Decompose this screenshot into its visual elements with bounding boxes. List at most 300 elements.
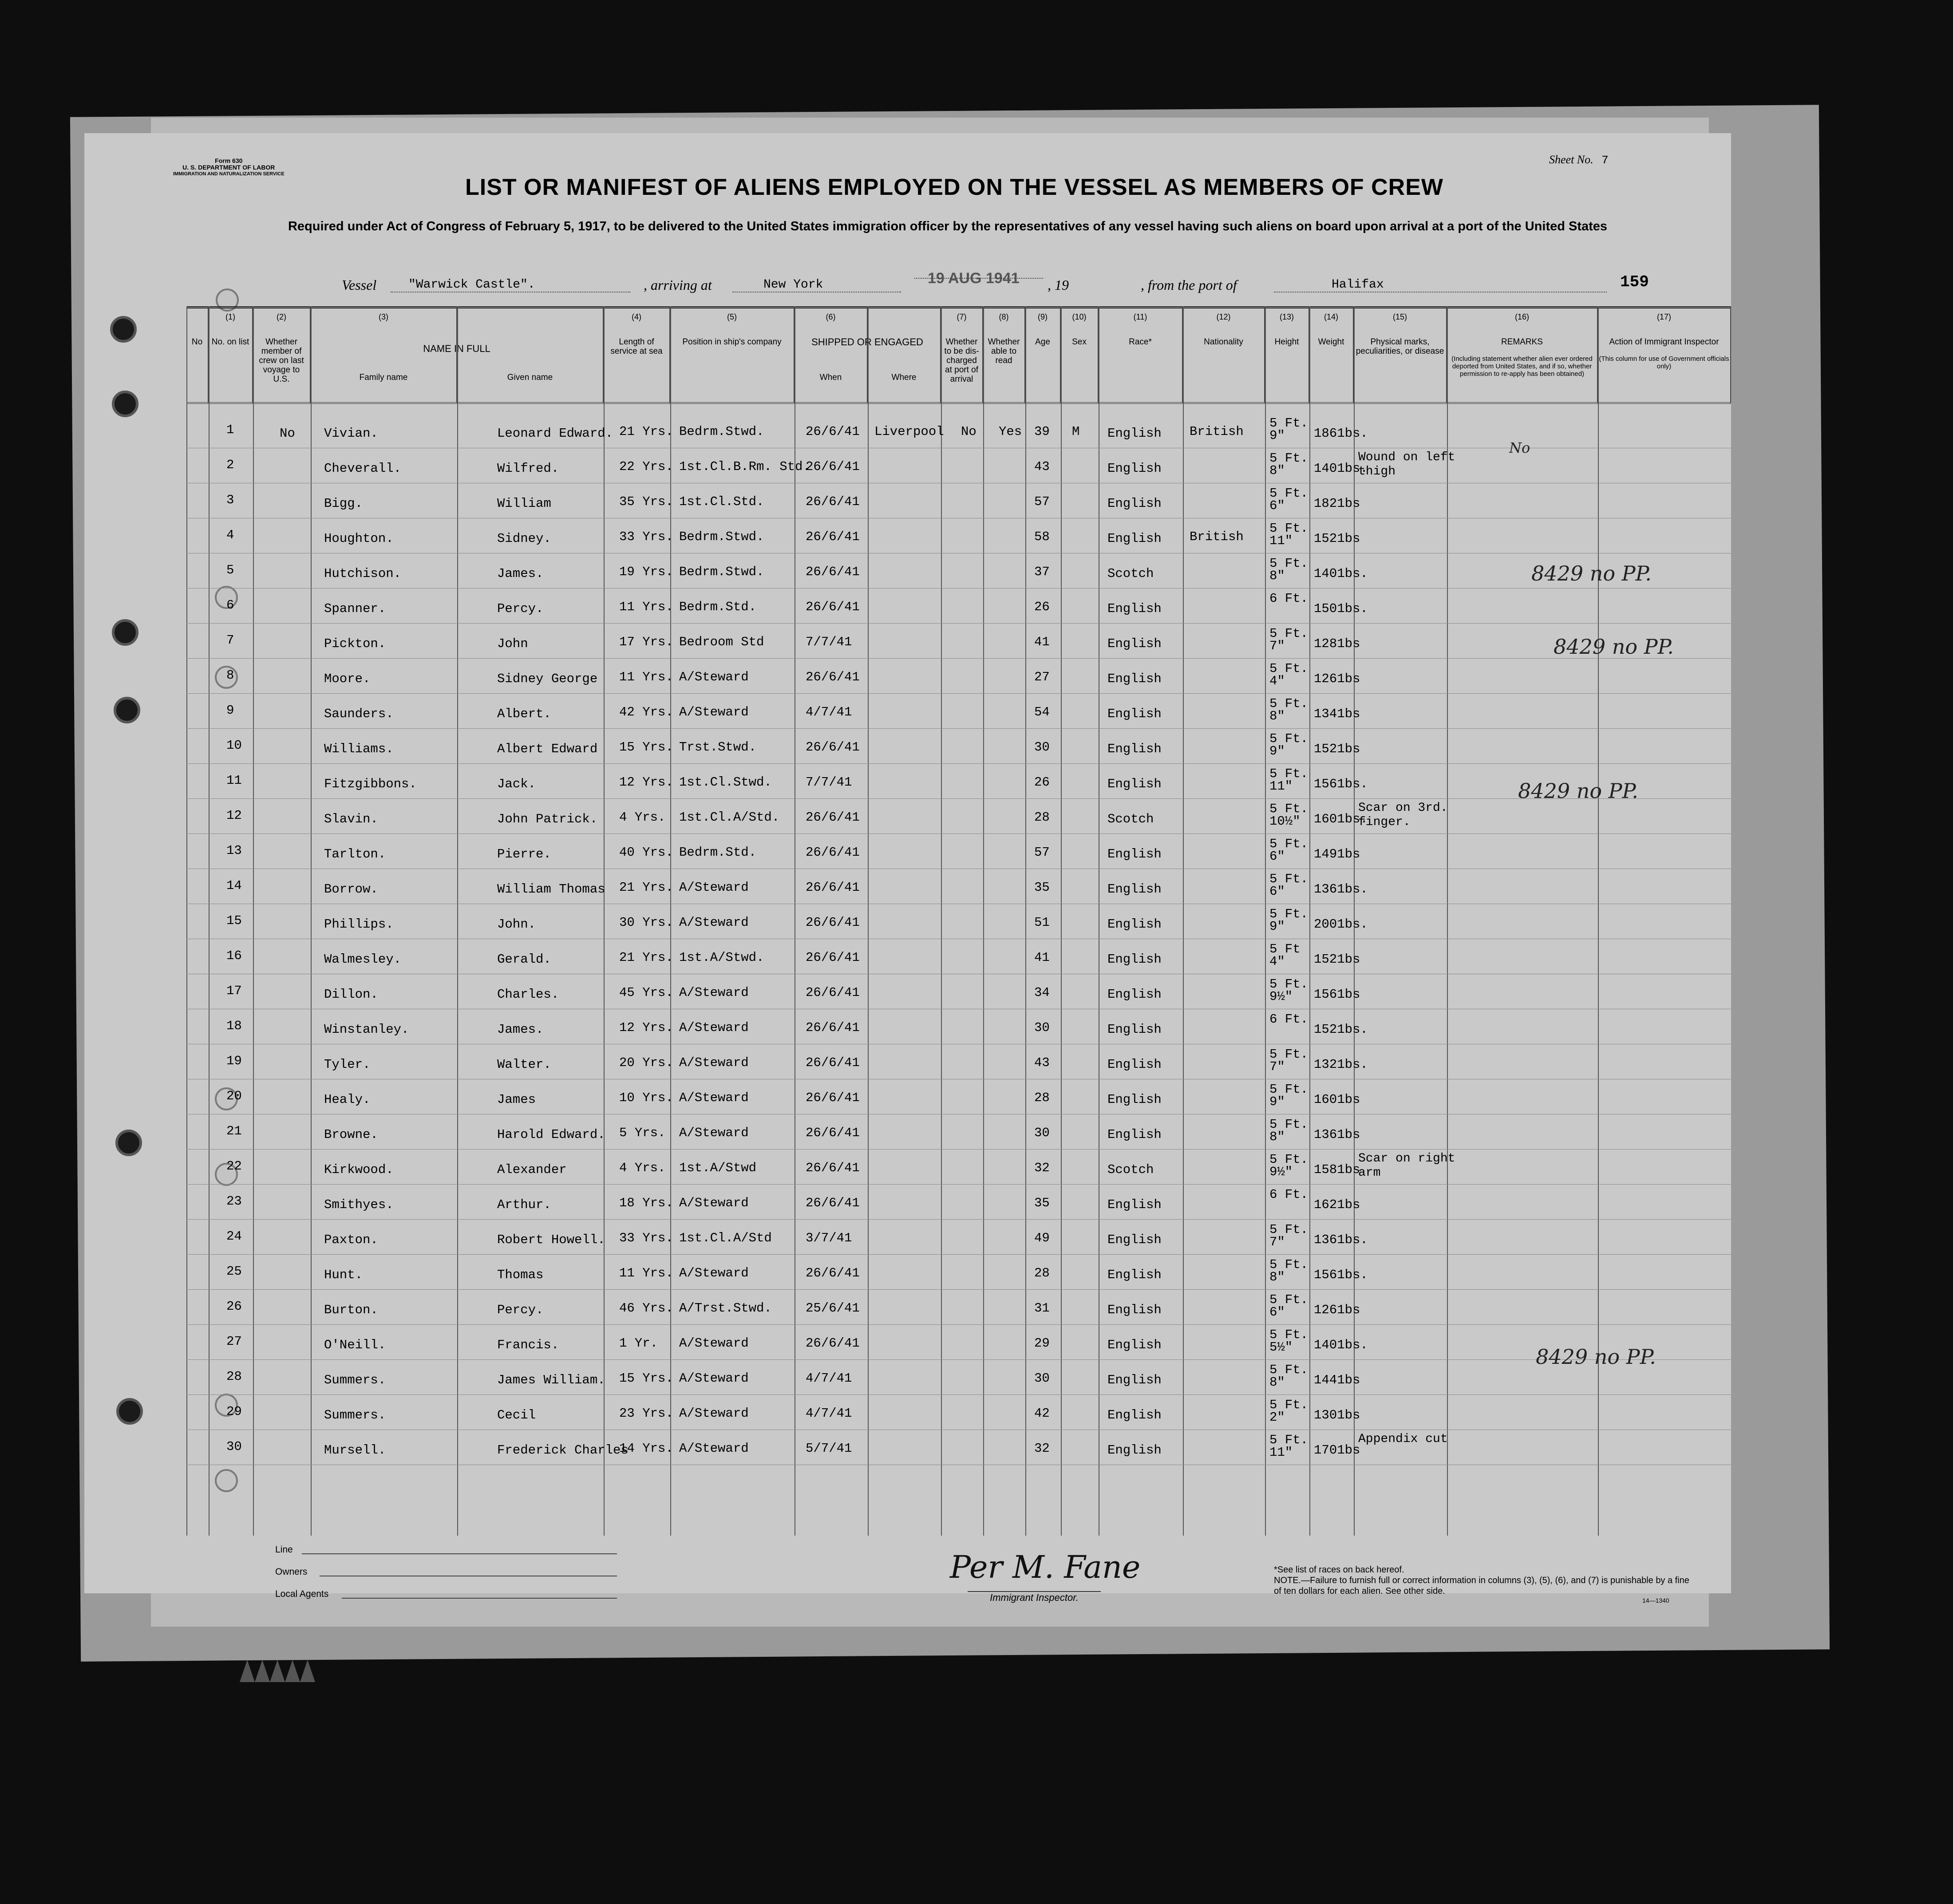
weight: 1501bs. [1314,601,1368,616]
family-name: Mursell. [324,1443,386,1458]
race: English [1107,426,1162,441]
length-of-service: 21 Yrs. [619,880,673,895]
row-number: 17 [226,984,242,998]
weight: 1601bs. [1314,812,1368,826]
height-inches: 2" [1269,1410,1285,1425]
form-identifier [173,158,285,178]
shipped-when: 4/7/41 [806,1406,852,1421]
height-feet: 5 Ft. [1269,1292,1309,1307]
age: 57 [1034,845,1050,860]
weight: 1301bs [1314,1408,1360,1422]
family-name: Winstanley. [324,1022,409,1037]
race: English [1107,1303,1162,1317]
race: English [1107,952,1162,967]
vessel-label: Vessel [342,277,377,293]
position: Bedroom Std [679,635,764,649]
race: English [1107,707,1162,721]
race: English [1107,1232,1162,1247]
length-of-service: 33 Yrs. [619,529,673,544]
punch-hole [115,1130,142,1156]
column-number: (12) [1216,312,1231,321]
family-name: Healy. [324,1092,371,1107]
weight: 1401bs. [1314,461,1368,476]
column-number: (14) [1324,312,1338,321]
age: 39 [1034,424,1050,439]
given-name: James William. [497,1373,605,1387]
height-inches: 8" [1269,709,1285,723]
sheet-value: 7 [1601,154,1609,167]
race: Scotch [1107,566,1154,581]
table-row [186,1149,1731,1184]
form-number: Form 630 [215,157,243,164]
date-stamp: 19 AUG 1941 [928,270,1020,287]
column-label: NAME IN FULL [423,343,490,354]
age: 28 [1034,1090,1050,1105]
vessel-name: "Warwick Castle". [391,278,630,292]
position: A/Steward [679,985,749,1000]
position: A/Steward [679,1126,749,1140]
height [1269,1364,1308,1389]
length-of-service: 12 Yrs. [619,1020,673,1035]
row-number: 7 [226,633,234,648]
height-feet: 5 Ft. [1269,696,1309,711]
height-feet: 5 Ft. [1269,1222,1309,1237]
height-inches: 11" [1269,1445,1293,1460]
age: 43 [1034,1055,1050,1070]
line-rule [302,1553,617,1554]
length-of-service: 46 Yrs. [619,1301,673,1315]
shipped-when: 26/6/41 [806,1196,860,1210]
table-row [186,588,1731,623]
row-number: 23 [226,1194,242,1209]
age: 28 [1034,810,1050,825]
given-name: James. [497,566,544,581]
given-name: William Thomas [497,882,605,897]
weight: 1361bs [1314,1127,1360,1142]
table-row [186,483,1731,518]
column-sublabel: Family name [359,373,408,382]
weight: 1361bs. [1314,882,1368,897]
row-number: 6 [226,598,234,612]
family-name: Browne. [324,1127,378,1142]
length-of-service: 17 Yrs. [619,635,673,649]
given-name: Gerald. [497,952,551,967]
age: 35 [1034,1196,1050,1210]
race: Scotch [1107,1162,1154,1177]
column-header-9 [868,306,941,403]
height-feet: 5 Ft. [1269,1082,1309,1097]
sex: M [1072,424,1080,439]
shipped-when: 4/7/41 [806,705,852,719]
column-label: Weight [1318,337,1344,347]
column-sublabel: (This column for use of Government officials only) [1599,355,1729,370]
height-inches: 11" [1269,779,1293,794]
race: English [1107,1408,1162,1422]
table-row [186,1254,1731,1289]
age: 32 [1034,1161,1050,1175]
column-header-2 [209,306,253,403]
race: English [1107,1338,1162,1352]
weight: 1401bs. [1314,566,1368,581]
length-of-service: 18 Yrs. [619,1196,673,1210]
column-label: No. on list [211,337,249,347]
punch-hole [112,619,138,646]
row-number: 21 [226,1124,242,1138]
column-header-10 [941,306,983,403]
date-line [914,278,1043,279]
length-of-service: 21 Yrs. [619,950,673,965]
position: A/Steward [679,1055,749,1070]
height [1269,1329,1308,1354]
weight: 2001bs. [1314,917,1368,932]
shipped-when: 26/6/41 [806,424,860,439]
column-sublabel: (Including statement whether alien ever ordered deported from United States, and if so, whether permission to re-apply has been obtained) [1451,355,1593,378]
column-label: Action of Immigrant Inspector [1609,337,1719,347]
column-header-17 [1309,306,1354,403]
weight: 1361bs. [1314,1232,1368,1247]
height-inches: 8" [1269,1375,1285,1390]
year-label: , 19 [1048,277,1069,293]
family-name: Walmesley. [324,952,402,967]
given-name: Albert Edward [497,742,598,756]
punch-hole [110,316,137,343]
handwritten-action: 8429 no PP. [1518,779,1638,803]
race: English [1107,1057,1162,1072]
position: A/Steward [679,1196,749,1210]
column-number: (2) [277,312,286,321]
family-name: Williams. [324,742,394,756]
crew-table [186,306,1731,1536]
family-name: Hunt. [324,1268,363,1282]
shipped-when: 7/7/41 [806,775,852,790]
table-row [186,658,1731,693]
table-row [186,1184,1731,1219]
table-row [186,448,1731,483]
age: 42 [1034,1406,1050,1421]
height-feet: 5 Ft. [1269,1433,1309,1447]
race: English [1107,987,1162,1002]
race: English [1107,601,1162,616]
height-feet: 6 Ft. [1269,591,1309,606]
given-name: Pierre. [497,847,551,861]
weight: 1261bs [1314,1303,1360,1317]
vessel-info [342,270,1651,297]
weight: 1521bs [1314,531,1360,546]
given-name: Robert Howell. [497,1232,605,1247]
height-feet: 5 Ft. [1269,766,1309,781]
table-row [186,974,1731,1009]
height [1269,838,1308,863]
row-number: 20 [226,1089,242,1103]
height [1269,487,1308,512]
position: Bedrm.Stwd. [679,424,764,439]
given-name: Cecil [497,1408,536,1422]
column-number: (1) [225,312,235,321]
row-number: 11 [226,773,242,788]
column-sublabel: When [819,373,842,382]
table-row [186,1289,1731,1324]
row-number: 8 [226,668,234,683]
given-name: Frederick Charles [497,1443,629,1458]
height-feet: 5 Ft. [1269,731,1309,746]
height [1269,733,1308,758]
row-number: 3 [226,493,234,507]
height-feet: 6 Ft. [1269,1012,1309,1027]
page-subtitle: Required under Act of Congress of February 5, 1917, to be delivered to the United States immigration officer by the representatives of any vessel having such aliens on board upon arrival at a port of the United States [288,219,1608,233]
family-name: Moore. [324,672,371,686]
given-name: Thomas [497,1268,544,1282]
height-feet: 6 Ft. [1269,1187,1309,1202]
column-number: (3) [379,312,388,321]
height [1269,698,1308,723]
race: English [1107,1022,1162,1037]
position: A/Steward [679,880,749,895]
table-row [186,939,1731,974]
height [1269,522,1308,547]
height-inches: 9" [1269,919,1285,934]
height [1269,1048,1308,1073]
agents-rule [342,1598,617,1599]
shipped-when: 26/6/41 [806,600,860,614]
height-feet: 5 Ft. [1269,907,1309,921]
height [1269,803,1308,828]
table-row [186,904,1731,939]
column-number: (11) [1133,312,1147,321]
sheet-label: Sheet No. [1549,153,1593,166]
age: 31 [1034,1301,1050,1315]
family-name: Summers. [324,1373,386,1387]
height-inches: 7" [1269,1235,1285,1249]
shipped-when: 26/6/41 [806,985,860,1000]
age: 34 [1034,985,1050,1000]
weight: 1621bs [1314,1197,1360,1212]
weight: 1441bs [1314,1373,1360,1387]
height-feet: 5 Ft. [1269,451,1309,466]
position: A/Steward [679,1336,749,1351]
handwritten-action: 8429 no PP. [1531,561,1652,585]
age: 49 [1034,1231,1050,1245]
page-number: 159 [1620,273,1649,291]
sheet-number [1549,153,1609,167]
race: English [1107,742,1162,756]
previous-voyage: No [280,426,295,441]
weight: 1261bs [1314,672,1360,686]
position: A/Steward [679,705,749,719]
given-name: John Patrick. [497,812,598,826]
table-row [186,1009,1731,1044]
column-header-3 [253,306,311,403]
length-of-service: 4 Yrs. [619,810,666,825]
column-number: (9) [1038,312,1048,321]
weight: 1341bs [1314,707,1360,721]
height-feet: 5 Ft. [1269,556,1309,571]
position: A/Steward [679,1266,749,1280]
inspector-label: Immigrant Inspector. [968,1591,1101,1604]
height [1269,557,1308,582]
race: Scotch [1107,812,1154,826]
length-of-service: 14 Yrs. [619,1441,673,1456]
given-name: Wilfred. [497,461,559,476]
row-number: 28 [226,1369,242,1384]
column-sublabel: Given name [507,373,553,382]
column-label: Whether member of crew on last voyage to U.S. [259,337,304,384]
row-number: 26 [226,1299,242,1314]
shipped-when: 26/6/41 [806,1090,860,1105]
age: 35 [1034,880,1050,895]
column-label: Race* [1129,337,1152,347]
height [1269,908,1308,933]
race: English [1107,531,1162,546]
given-name: James [497,1092,536,1107]
row-number: 15 [226,913,242,928]
age: 57 [1034,494,1050,509]
handwritten-action: 8429 no PP. [1554,635,1674,659]
height-inches: 10½" [1269,814,1301,829]
given-name: Harold Edward. [497,1127,605,1142]
column-header-18 [1354,306,1447,403]
length-of-service: 12 Yrs. [619,775,673,790]
position: Bedrm.Std. [679,600,757,614]
column-label: Position in ship's company [682,337,782,347]
race: English [1107,496,1162,511]
penalty-note: NOTE.—Failure to furnish full or correct information in columns (3), (5), (6), and (7) is punishable by a fine of ten dollars for each alien. See other side. [1274,1576,1689,1596]
table-row [186,1324,1731,1359]
table-row [186,1114,1731,1149]
column-label: REMARKS [1501,337,1543,347]
column-label: No [191,337,203,347]
physical-marks: Scar on right arm [1358,1152,1455,1180]
row-number: 9 [226,703,234,718]
nationality: British [1190,424,1244,439]
row-number: 16 [226,948,242,963]
weight: 1401bs. [1314,1338,1368,1352]
height-feet: 5 Ft. [1269,872,1309,886]
length-of-service: 11 Yrs. [619,1266,673,1280]
table-row [186,1079,1731,1114]
race: English [1107,1197,1162,1212]
position: Bedrm.Stwd. [679,529,764,544]
weight: 1581bs [1314,1162,1360,1177]
shipped-when: 26/6/41 [806,1055,860,1070]
position: A/Steward [679,1020,749,1035]
shipped-when: 26/6/41 [806,529,860,544]
department-name: U. S. DEPARTMENT OF LABOR [182,164,275,171]
height-feet: 5 Ft. [1269,486,1309,501]
row-number: 24 [226,1229,242,1244]
height-inches: 9½" [1269,989,1293,1004]
height [1269,1399,1308,1424]
inspector-signature: Per M. Fane [950,1549,1141,1585]
height [1269,593,1308,605]
row-number: 13 [226,843,242,858]
height [1269,1118,1308,1143]
shipped-when: 26/6/41 [806,670,860,684]
position: 1st.Cl.B.Rm. Std. [679,459,810,474]
punch-hole [114,697,140,723]
row-number: 12 [226,808,242,823]
height-feet: 5 Ft. [1269,1047,1309,1062]
height [1269,768,1308,793]
column-label: Height [1274,337,1299,347]
column-header-6 [604,306,670,403]
shipped-when: 3/7/41 [806,1231,852,1245]
height [1269,452,1308,477]
race: English [1107,461,1162,476]
age: 32 [1034,1441,1050,1456]
given-name: Alexander [497,1162,567,1177]
height-inches: 6" [1269,884,1285,899]
height-feet: 5 Ft. [1269,1327,1309,1342]
position: A/Steward [679,915,749,930]
age: 41 [1034,635,1050,649]
shipped-when: 26/6/41 [806,1020,860,1035]
length-of-service: 42 Yrs. [619,705,673,719]
height-feet: 5 Ft. [1269,1398,1309,1412]
column-label: Sex [1072,337,1087,347]
height [1269,978,1308,1003]
height-inches: 9" [1269,1094,1285,1109]
height-inches: 8" [1269,569,1285,583]
column-label: Whether able to read [988,337,1020,365]
given-name: John [497,636,528,651]
row-number: 14 [226,878,242,893]
height-inches: 9" [1269,744,1285,758]
given-name: Leonard Edward. [497,426,613,441]
table-row [186,693,1731,728]
column-number: (8) [999,312,1009,321]
column-number: (5) [727,312,737,321]
given-name: Percy. [497,1303,544,1317]
owners-label: Owners [275,1567,308,1577]
row-number: 10 [226,738,242,753]
shipped-when: 26/6/41 [806,1161,860,1175]
family-name: Pickton. [324,636,386,651]
punch-hole [112,391,138,417]
age: 27 [1034,670,1050,684]
age: 43 [1034,459,1050,474]
physical-marks: Appendix cut [1358,1432,1448,1446]
races-note: *See list of races on back hereof. [1274,1565,1404,1575]
row-number: 18 [226,1019,242,1033]
height-inches: 11" [1269,533,1293,548]
height-feet: 5 Ft. [1269,416,1309,431]
height-inches: 6" [1269,1305,1285,1319]
table-row [186,798,1731,833]
position: A/Steward [679,1090,749,1105]
column-header-11 [983,306,1025,403]
height [1269,663,1308,687]
height-inches: 7" [1269,639,1285,653]
column-number: (6) [826,312,836,321]
shipped-when: 26/6/41 [806,565,860,579]
height [1269,1294,1308,1319]
given-name: William [497,496,551,511]
given-name: Arthur. [497,1197,551,1212]
column-number: (7) [957,312,967,321]
family-name: Burton. [324,1303,378,1317]
height-feet: 5 Ft. [1269,977,1309,992]
row-number: 4 [226,528,234,542]
column-header-13 [1061,306,1099,403]
length-of-service: 11 Yrs. [619,670,673,684]
arriving-label: , arriving at [644,277,712,293]
position: 1st.A/Stwd. [679,950,764,965]
length-of-service: 45 Yrs. [619,985,673,1000]
shipped-when: 26/6/41 [806,494,860,509]
height-feet: 5 Ft. [1269,837,1309,851]
position: Bedrm.Std. [679,845,757,860]
length-of-service: 1 Yr. [619,1336,658,1351]
